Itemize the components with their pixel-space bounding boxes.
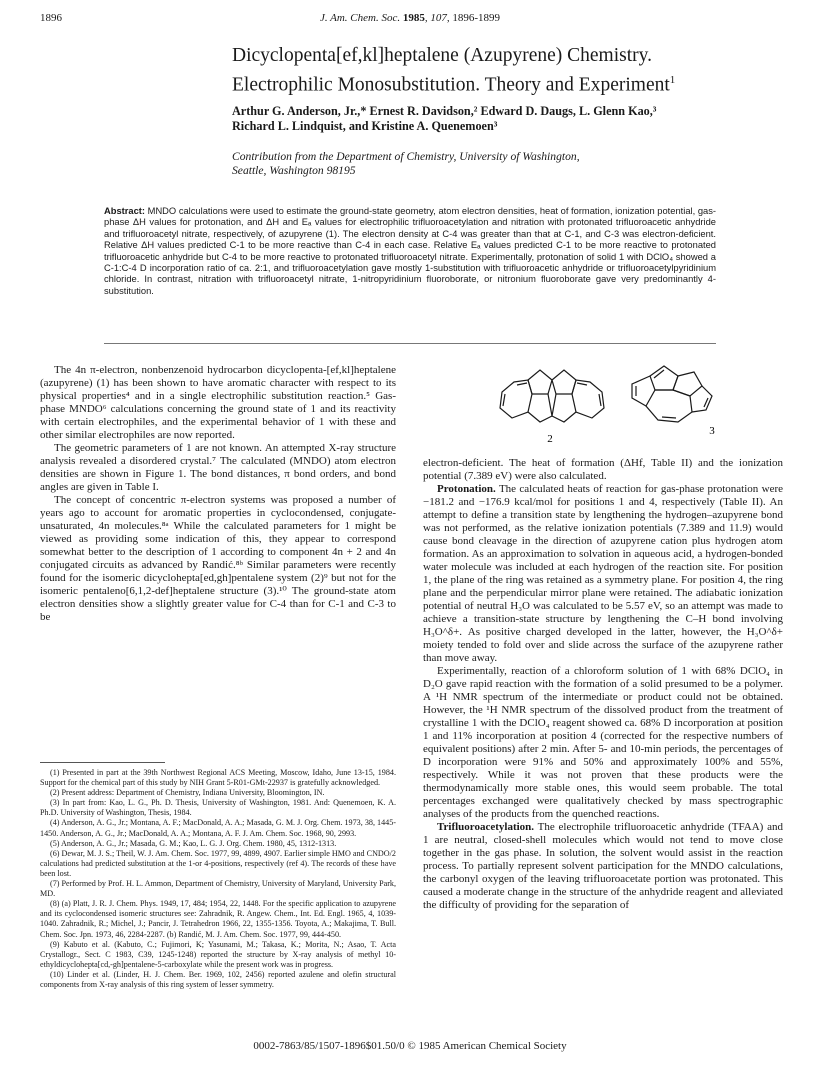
body-paragraph: The concept of concentric π-electron systems was proposed a number of years ago to account for aromatic properties in cyclocondensed, conjugate-unsaturated, 4n molecules.⁸ᵃ While the calculated parameters for 1 might be viewed as providing some indication of this, they appear to correspond somewhat better to the description of 1 according to component 4n + 2 and 4n conjugated circuits as advanced by Randić.⁸ᵇ Similar parameters were recently found for the isomeric dicyclohepta[ed,gh]pentalene system (2)⁹ but not for the isomeric pentaleno[6,1,2-def]heptalene structure (3).¹⁰ The ground-state atom electron densities show a slightly greater value for C-4 than for C-1 and C-3 to be [40, 494, 396, 623]
footnotes [40, 768, 396, 990]
title-footnote-mark: 1 [669, 74, 676, 86]
footnote: (10) Linder et al. (Linder, H. J. Chem. Ber. 1969, 102, 2456) reported azulene and olefin structural components from X-ray analysis of this ring system of lesser symmetry. [40, 969, 396, 989]
abstract-text: MNDO calculations were used to estimate the ground-state geometry, atom electron densities, heat of formation, ionization potential, gas-phase ΔH values for protonation, and ΔH and Eₐ values for electrophilic trifluoroacetylation and nitration with protonated trifluoroacetic anhydride and trifluoroacetyl nitrate, respectively, of azupyrene (1). The electron density at C-4 was greater than that at C-1, and C-3 was electron-deficient. Relative ΔH values predicted C-1 to be more reactive than C-4 in each case. Relative Eₐ values predicted C-1 to be more reactive to protonated trifluoroacetic anhydride but C-4 to be more reactive to protonated trifluoroacetyl nitrate. Experimentally, protonation of solid 1 with DClO₄ showed a C-1:C-4 D incorporation ratio of ca. 2:1, and trifluoroacetylation gave mostly 1-substitution with trifluoroacetic anhydride or trifluoroacetylpyridinium chloride. In contrast, nitration with trifluoroacetyl nitrate, 1-nitropyridinium fluoroborate, or nitronium fluoroborate gave very predominantly 4-substitution. [104, 206, 716, 296]
structure-2-bond [548, 394, 552, 416]
authors-line-1: Arthur G. Anderson, Jr.,* Ernest R. Davidson,² Edward D. Daugs, L. Glenn Kao,³ [232, 104, 657, 118]
right-column [423, 457, 783, 912]
structure-3-ring [632, 376, 650, 406]
abstract-label: Abstract: [104, 206, 146, 216]
footnote: (3) In part from: Kao, L. G., Ph. D. Thesis, University of Washington, 1981. And: Quenemoen, K. A. Ph.D. University of Washington, Thesis, 1984. [40, 798, 396, 818]
structure-3-bond [654, 370, 664, 378]
section-heading-protonation: Protonation. [437, 483, 496, 495]
left-column [40, 364, 396, 624]
body-paragraph: The geometric parameters of 1 are not known. An attempted X-ray structure analysis revealed a disordered crystal.⁷ The calculated (MNDO) atom electron densities are shown in Figure 1. The bond distances, π bond orders, and bond angles are given in Table I. [40, 442, 396, 493]
structure-2-label: 2 [547, 433, 553, 445]
section-heading-trifluoroacetylation: Trifluoroacetylation. [437, 821, 535, 833]
structure-2-ring [500, 380, 532, 418]
structure-2-bond [599, 394, 601, 406]
running-head [40, 12, 780, 28]
title-line-1: Dicyclopenta[ef,kl]heptalene (Azupyrene) Chemistry. [232, 45, 652, 66]
body-paragraph: Experimentally, reaction of a chloroform solution of 1 with 68% DClO₄ in D₂O gave rapid reaction with the formation of a solid presumed to be a polymer. A ¹H NMR spectrum of the intermediate or product could not be obtained. However, the ¹H NMR spectrum of the dissolved product from the treatment of crystalline 1 with the DClO₄ reagent showed ca. 68% D incorporation at position 1 and 11% incorporation at position 4 (corrected for the respective numbers of equivalent positions) after 2 min. After 5- and 10-min periods, the percentages of D incorporation were 91% and 50% and approximately 100% and 55%, respectively. While it was not proven that these products were the thermodynamically more stable ones, this would seem probable. The total percentages exchanged were qualitatively checked by mass spectrographic analyses of the products from the quenched reactions. [423, 665, 783, 820]
body-paragraph: Trifluoroacetylation. The electrophile trifluoroacetic anhydride (TFAA) and 1 are neutral, closed-shell molecules which would not tend to move close together in the gas phase. In solution, the solvent would assist in the reaction process. To partially represent solvent participation for the MNDO calculations, the carbonyl oxygen of the leaving trifluoroacetate portion was protonated. This caused a moderate change in the structure of the anhydride reagent and alleviated the difficulty of providing for the separation of [423, 821, 783, 911]
authors-line-2: Richard L. Lindquist, and Kristine A. Quenemoen³ [232, 119, 498, 133]
structure-3-label: 3 [709, 425, 715, 437]
abstract-divider [104, 343, 716, 344]
body-paragraph: electron-deficient. The heat of formation (ΔHf, Table II) and the ionization potential (7.389 eV) were also calculated. [423, 457, 783, 482]
body-paragraph: Protonation. The calculated heats of reaction for gas-phase protonation were −181.2 and −176.9 kcal/mol for positions 1 and 4, respectively (Table II). An attempt to define a transition state by lengthening the hydrogen–azupyrene bond was not performed, as the relative ionization potentials (7.389 and 11.9) would cause bond cleavage in the direction of azupyrene cation plus hydrogen atom formation. As an approximation to solvation in aqueous acid, a hydrogen-bonded water molecule was included at each hydrogen of the reaction site. For position 1, the plane of the ring was retained as a symmetry plane. For position 4, the ring plane and the perpendicular mirror plane were retained. The adiabatic ionization potential of neutral H₃O was calculated to be 5.57 eV, so an attempt was made to achieve a transition-state structure by lengthening the C–H bond involving H₃O^δ+. As positive charged developed in the latter, however, the H₃O^δ+ moiety tended to fold over and slide across the surface of the azupyrene rather than move away. [423, 483, 783, 664]
chemical-structures [480, 358, 730, 453]
copyright-footer: 0002-7863/85/1507-1896$01.50/0 © 1985 American Chemical Society [253, 1040, 567, 1052]
footnote: (7) Performed by Prof. H. L. Ammon, Department of Chemistry, University of Maryland, University Park, MD. [40, 879, 396, 899]
structure-drawings [480, 358, 730, 453]
title-line-2: Electrophilic Monosubstitution. Theory and Experiment$^1$ [232, 74, 676, 96]
structure-2-ring [552, 370, 576, 394]
footnote: (2) Present address: Department of Chemistry, Indiana University, Bloomington, IN. [50, 788, 325, 798]
footnote: (6) Dewar, M. J. S.; Theil, W. J. Am. Chem. Soc. 1977, 99, 4899, 4907. Earlier simple HMO and CNDO/2 calculations had predicted substitution at the 1-or 4-positions, respectively (ref 4). The records of these have been lost. [40, 848, 396, 878]
footnote: (5) Anderson, A. G., Jr.; Masada, G. M.; Kao, L. G. J. Org. Chem. 1980, 45, 1312-1313. [50, 838, 337, 848]
body-paragraph: The 4n π-electron, nonbenzenoid hydrocarbon dicyclopenta-[ef,kl]heptalene (azupyrene) (1) has been shown to have aromatic character with respect to its physical properties⁴ and in a single electrophilic substitution reaction.⁵ Gas-phase MNDO⁶ calculations concerning the ground state of 1 and its reactivity with certain electrophiles, and the experimental behavior of 1 with these and other similar electrophiles are now reported. [40, 364, 396, 441]
structure-3-bond [662, 417, 676, 418]
footnote: (8) (a) Platt, J. R. J. Chem. Phys. 1949, 17, 484; 1954, 22, 1448. For the specific application to azupyrene and its cyclocondensed isomeric structures see: Zahradnik, R. Angew. Chem., Int. Ed. Engl. 1965, 4, 1039-1040. Zahradnik, R.; Michel, J.; Pancir, J. Tetrahedron 1966, 22, 1355-1356. Toyota, A.; Makajima, T. Bull. Chem. Soc. Jpn. 1973, 46, 2284-2287. (b) Randić, M. J. Am. Chem. Soc. 1977, 99, 444-450. [40, 899, 396, 939]
abstract [104, 206, 716, 297]
structure-2-bond [552, 394, 556, 416]
structure-2-ring [528, 370, 552, 394]
structure-3-ring [692, 386, 712, 412]
structure-3 [632, 366, 712, 422]
structure-2 [500, 370, 604, 422]
affiliation: Contribution from the Department of Chemistry, University of Washington, Seattle, Washington 98195 [232, 150, 580, 177]
footnote: (4) Anderson, A. G., Jr.; Montana, A. F.; MacDonald, A. A.; Masada, G. M. J. Org. Chem. 1973, 38, 1445-1450. Anderson, A. G., Jr.; MacDonald, A. A.; Montana, A. F. J. Am. Chem. Soc. 1968, 90, 2993. [40, 818, 396, 838]
structure-2-ring [572, 380, 604, 418]
author-list [232, 104, 792, 134]
footnote-divider [40, 762, 165, 763]
footnote: (1) Presented in part at the 39th Northwest Regional ACS Meeting, Moscow, Idaho, June 13-15, 1984. Support for the chemical part of this study by NIH Grant 5-R01-GMt-22937 is gratefully acknowledged. [40, 768, 396, 788]
article-title [232, 44, 792, 98]
page-number: 1896 [40, 12, 62, 24]
structure-2-bond [503, 394, 505, 406]
structure-2-bond [517, 383, 527, 385]
footnote: (9) Kabuto et al. (Kabuto, C.; Fujimori, K; Yasunami, M.; Takasa, K.; Morita, N.; Asao, T. Acta Crystallogr., Sect. C 1983, C39, 1245-1248) reported the structure by X-ray analysis of methyl 10-ethyldicyclohepta[cd,-gh]pentalene-5-carboxylate while the present work was in progress. [40, 939, 396, 969]
structure-2-bond [577, 383, 587, 385]
journal-citation: J. Am. Chem. Soc. 1985, 107, 1896-1899 [319, 12, 501, 24]
